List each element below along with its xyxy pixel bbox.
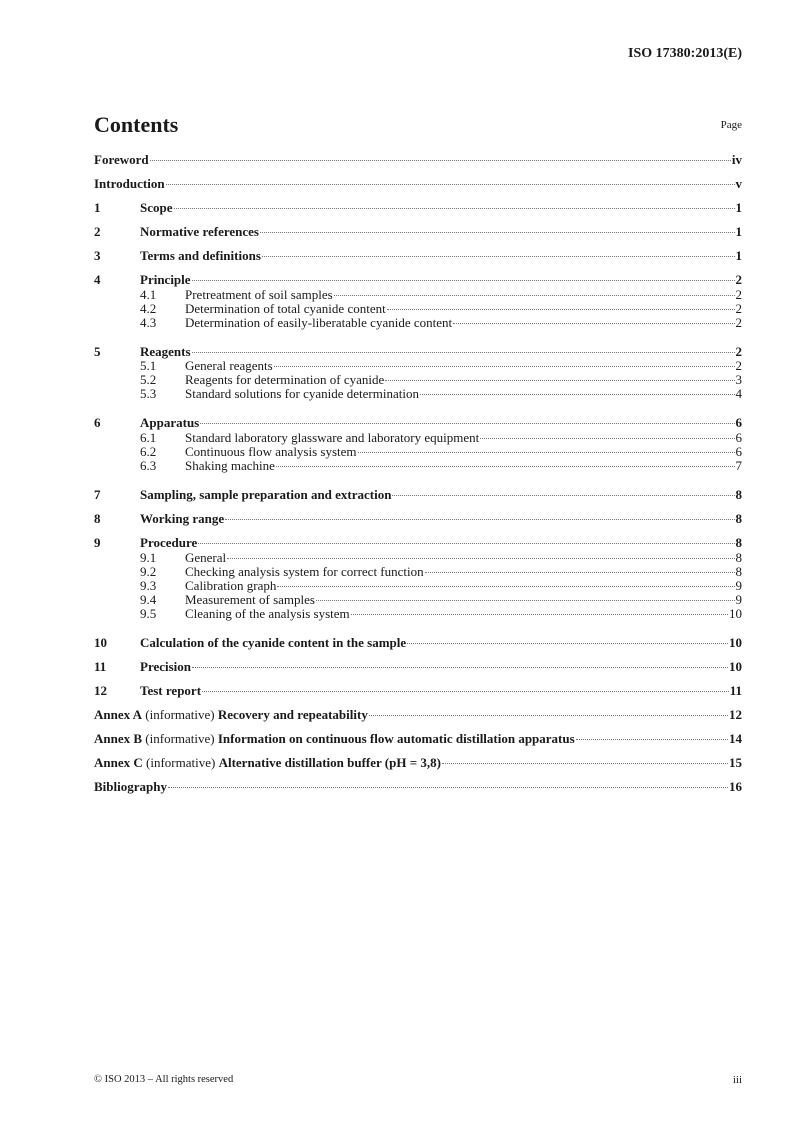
document-id: ISO 17380:2013(E) [628, 46, 742, 61]
toc-entry[interactable] [94, 176, 742, 191]
entry-page: 2 [735, 300, 742, 316]
toc-entry[interactable] [94, 606, 742, 621]
entry-number: 5.1 [140, 358, 157, 374]
entry-title: General reagents [185, 358, 273, 374]
annex-label: Annex B [94, 731, 143, 746]
toc-entry[interactable] [94, 430, 742, 445]
page-column-label: Page [720, 119, 742, 131]
page-title: Contents [94, 112, 179, 137]
dot-leader [274, 366, 735, 367]
dot-leader [225, 519, 734, 520]
toc-entry[interactable] [94, 535, 742, 550]
toc-entry[interactable] [94, 301, 742, 316]
dot-leader [442, 763, 728, 764]
toc-entry[interactable] [94, 415, 742, 430]
toc-entry[interactable] [94, 344, 742, 359]
dot-leader [168, 787, 728, 788]
entry-number: 6.1 [140, 429, 157, 445]
dot-leader [192, 352, 735, 353]
entry-page: 2 [735, 272, 742, 287]
toc-entry[interactable] [94, 659, 742, 674]
entry-number: 9 [94, 535, 101, 551]
entry-number: 11 [94, 659, 107, 674]
dot-leader [198, 543, 734, 544]
annex-label: Annex C [94, 755, 143, 770]
toc-entry[interactable] [94, 578, 742, 593]
entry-title: Reagents [140, 343, 191, 359]
entry-title: Calculation of the cyanide content in the sample [140, 635, 407, 650]
dot-leader [276, 466, 735, 467]
entry-title: Foreword [94, 152, 149, 167]
entry-title: Continuous flow analysis system [185, 444, 357, 459]
dot-leader [407, 643, 728, 644]
entry-title: Reagents for determination of cyanide [185, 372, 385, 388]
annex-label: Annex A [94, 707, 143, 722]
entry-page: 10 [729, 635, 742, 650]
entry-title: Shaking machine [185, 458, 275, 474]
dot-leader [192, 280, 735, 281]
entry-page: iv [731, 152, 742, 167]
entry-number: 4.3 [140, 314, 157, 330]
dot-leader [316, 600, 735, 601]
entry-number: 4.2 [140, 300, 157, 316]
dot-leader [174, 208, 735, 209]
entry-page: 2 [735, 314, 742, 330]
entry-title: Information on continuous flow automatic distillation apparatus [217, 731, 575, 746]
toc-entry[interactable] [94, 550, 742, 565]
dot-leader [192, 667, 728, 668]
entry-page: 8 [735, 549, 742, 565]
entry-page: 11 [729, 683, 742, 698]
entry-page: 12 [729, 707, 742, 722]
entry-page: 2 [735, 286, 742, 302]
entry-title: Standard solutions for cyanide determination [185, 386, 419, 402]
dot-leader [425, 572, 735, 573]
entry-page: 6 [735, 429, 742, 445]
dot-leader [369, 715, 728, 716]
entry-title: Test report [140, 683, 202, 698]
entry-title: Introduction [94, 176, 165, 191]
entry-title: Measurement of samples [185, 591, 315, 607]
page-number: iii [732, 1074, 742, 1086]
toc-entry[interactable] [94, 635, 742, 650]
dot-leader [150, 160, 731, 161]
entry-number: 5.2 [140, 372, 157, 388]
toc-entry[interactable] [94, 386, 742, 401]
entry-number: 1 [94, 200, 101, 215]
toc-entry[interactable] [94, 200, 742, 215]
toc-entry[interactable] [94, 683, 742, 698]
dot-leader [385, 380, 734, 381]
toc-entry[interactable] [94, 707, 742, 722]
dot-leader [576, 739, 728, 740]
toc-entry[interactable] [94, 358, 742, 373]
entry-page: 3 [735, 372, 742, 388]
dot-leader [166, 184, 735, 185]
entry-number: 4.1 [140, 286, 157, 302]
entry-page: 1 [735, 200, 742, 215]
entry-number: 5.3 [140, 386, 157, 402]
entry-title: Scope [140, 200, 173, 215]
dot-leader [392, 495, 734, 496]
entry-title: Recovery and repeatability [217, 707, 368, 722]
entry-number: 10 [94, 635, 107, 650]
entry-title: Sampling, sample preparation and extraction [140, 487, 392, 503]
entry-title: Principle [140, 272, 191, 287]
entry-page: 7 [735, 458, 742, 474]
entry-number: 9.1 [140, 549, 157, 565]
entry-title: Alternative distillation buffer (pH = 3,8) [218, 755, 441, 770]
entry-number: 12 [94, 683, 107, 698]
entry-title: Normative references [140, 224, 259, 239]
entry-page: 14 [729, 731, 742, 746]
dot-leader [420, 394, 735, 395]
entry-number: 5 [94, 343, 101, 359]
entry-page: 15 [729, 755, 742, 770]
entry-title: Determination of easily-liberatable cyanide content [185, 314, 453, 330]
toc-entry[interactable] [94, 731, 742, 746]
entry-page: 2 [735, 343, 742, 359]
entry-page: 8 [735, 511, 742, 527]
dot-leader [387, 309, 735, 310]
entry-title: Determination of total cyanide content [185, 300, 386, 316]
toc-entry[interactable] [94, 592, 742, 607]
entry-page: 10 [729, 659, 742, 674]
entry-number: 9.5 [140, 606, 157, 621]
dot-leader [260, 232, 735, 233]
entry-title: Pretreatment of soil samples [185, 286, 333, 302]
toc-entry[interactable] [94, 779, 742, 794]
dot-leader [200, 423, 734, 424]
entry-page: 4 [735, 386, 742, 402]
entry-title: Calibration graph [185, 577, 277, 593]
entry-number: 4 [94, 272, 101, 287]
toc-entry[interactable] [94, 458, 742, 473]
toc-entry[interactable] [94, 224, 742, 239]
dot-leader [334, 295, 735, 296]
toc-entry[interactable] [94, 487, 742, 502]
dot-leader [480, 438, 734, 439]
toc-entry[interactable] [94, 315, 742, 330]
annex-note: (informative) [145, 707, 215, 722]
entry-page: 6 [735, 444, 742, 459]
entry-title: Standard laboratory glassware and laboratory equipment [185, 429, 480, 445]
entry-number: 2 [94, 224, 101, 239]
entry-title: Terms and definitions [140, 248, 261, 263]
entry-number: 3 [94, 248, 101, 263]
toc-entry[interactable] [94, 564, 742, 579]
entry-page: 2 [735, 358, 742, 374]
entry-title: Bibliography [94, 779, 167, 794]
toc-entry[interactable] [94, 511, 742, 526]
dot-leader [202, 691, 729, 692]
entry-page: v [735, 176, 742, 191]
copyright-notice: © ISO 2013 – All rights reserved [94, 1074, 234, 1085]
entry-page: 1 [735, 248, 742, 263]
entry-number: 9.4 [140, 591, 157, 607]
toc-entry[interactable] [94, 287, 742, 302]
entry-page: 8 [735, 487, 742, 503]
toc-entry[interactable] [94, 755, 742, 770]
annex-note: (informative) [145, 731, 215, 746]
entry-number: 6 [94, 415, 101, 431]
entry-title: Procedure [140, 535, 198, 551]
dot-leader [227, 558, 734, 559]
entry-title: Working range [140, 511, 225, 527]
entry-page: 8 [735, 535, 742, 551]
entry-title: Precision [140, 659, 192, 674]
entry-page: 8 [735, 563, 742, 579]
toc-entry[interactable] [94, 152, 742, 167]
entry-number: 9.3 [140, 577, 157, 593]
annex-note: (informative) [146, 755, 216, 770]
entry-number: 7 [94, 487, 101, 503]
entry-title: General [185, 549, 227, 565]
entry-title: Checking analysis system for correct function [185, 563, 424, 579]
entry-page: 9 [735, 577, 742, 593]
entry-page: 9 [735, 591, 742, 607]
toc-entry[interactable] [94, 372, 742, 387]
entry-number: 8 [94, 511, 101, 527]
entry-page: 6 [735, 415, 742, 431]
toc-entry[interactable] [94, 272, 742, 287]
entry-title: Apparatus [140, 415, 200, 431]
entry-title: Cleaning of the analysis system [185, 606, 350, 621]
entry-page: 10 [729, 606, 742, 621]
dot-leader [277, 586, 734, 587]
entry-number: 6.3 [140, 458, 157, 474]
dot-leader [262, 256, 735, 257]
toc-entry[interactable] [94, 248, 742, 263]
toc-entry[interactable] [94, 444, 742, 459]
dot-leader [351, 614, 728, 615]
entry-page: 16 [729, 779, 742, 794]
entry-number: 6.2 [140, 444, 157, 459]
entry-number: 9.2 [140, 563, 157, 579]
dot-leader [358, 452, 735, 453]
entry-page: 1 [735, 224, 742, 239]
dot-leader [453, 323, 734, 324]
